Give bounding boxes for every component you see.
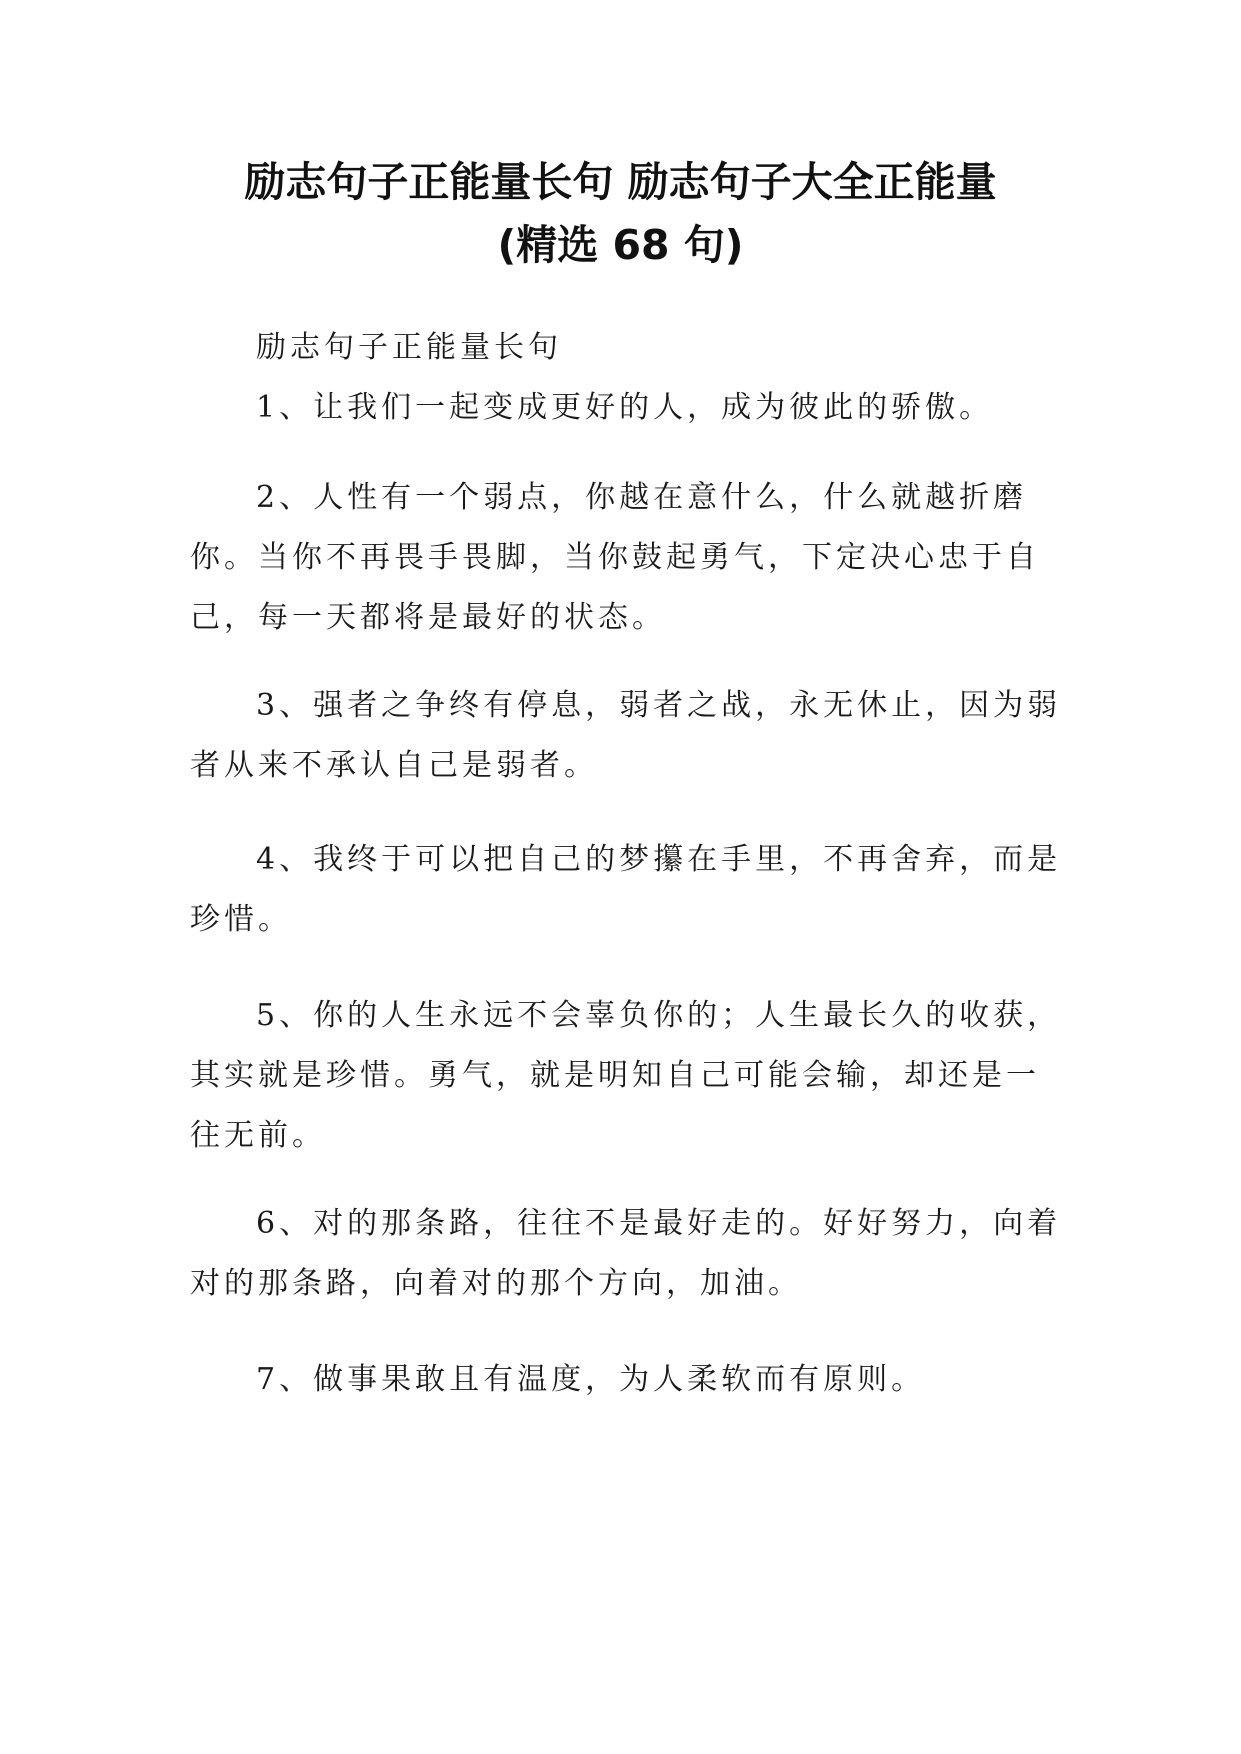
quote-item-7: 7、做事果敢且有温度，为人柔软而有原则。 [256, 1362, 926, 1397]
document-title-line-1: 励志句子正能量长句 励志句子大全正能量 [244, 158, 997, 206]
quote-item-1: 1、让我们一起变成更好的人，成为彼此的骄傲。 [256, 390, 994, 425]
quote-block-5 [190, 986, 1070, 1166]
section-block-1 [190, 318, 1070, 438]
quote-item-3: 3、强者之争终有停息，弱者之战，永无休止，因为弱者从来不承认自己是弱者。 [190, 688, 1062, 783]
quote-block-6 [190, 1194, 1070, 1314]
quote-block-4 [190, 830, 1070, 950]
quote-item-2: 2、人性有一个弱点，你越在意什么，什么就越折磨你。当你不再畏手畏脚，当你鼓起勇气，下定决心忠于自己，每一天都将是最好的状态。 [190, 480, 1040, 635]
quote-item-6: 6、对的那条路，往往不是最好走的。好好努力，向着对的那条路，向着对的那个方向，加油。 [190, 1206, 1062, 1301]
section-heading: 励志句子正能量长句 [256, 330, 562, 365]
quote-item-5: 5、你的人生永远不会辜负你的；人生最长久的收获，其实就是珍惜。勇气，就是明知自己可能会输，却还是一往无前。 [190, 998, 1062, 1153]
quote-block-7 [190, 1350, 1070, 1410]
quote-item-4: 4、我终于可以把自己的梦攥在手里，不再舍弃，而是珍惜。 [190, 842, 1062, 937]
quote-block-3 [190, 676, 1070, 796]
document-title-line-2: (精选 68 句) [497, 221, 744, 269]
quote-block-2 [190, 468, 1070, 648]
